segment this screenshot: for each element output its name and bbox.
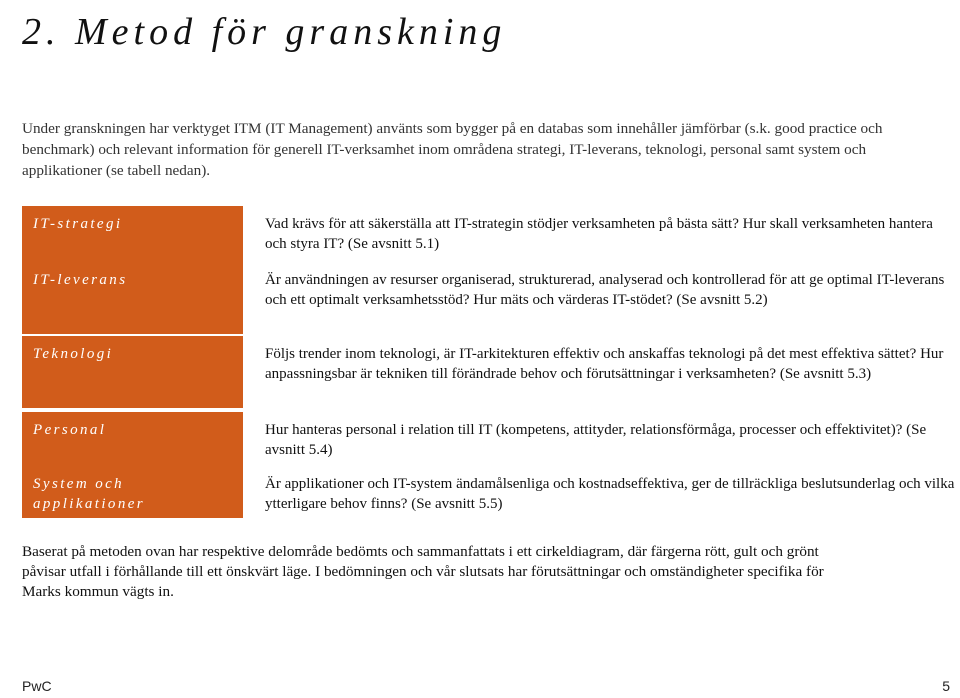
area-box: Personal: [22, 412, 243, 484]
footer-brand: PwC: [22, 678, 52, 694]
page-title: 2. Metod för granskning: [22, 11, 507, 53]
area-row-it-leverans: [22, 262, 960, 334]
area-description: Vad krävs för att säkerställa att IT-strategin stödjer verksamheten på bästa sätt? Hur skall verksamheten hantera och styra IT? (Se avsnitt 5.1): [265, 216, 933, 252]
area-description: Är användningen av resurser organiserad, strukturerad, analyserad och kontrollerad för att ge optimal IT-leverans och ett optimalt verksamhetsstöd? Hur mäts och värderas IT-stödet? (Se avsnitt 5.2): [265, 272, 945, 308]
area-box: System och applikationer: [22, 466, 243, 518]
summary-paragraph: [22, 542, 960, 602]
area-box: Teknologi: [22, 336, 243, 408]
area-box: IT-leverans: [22, 262, 243, 334]
area-description: Följs trender inom teknologi, är IT-arkitekturen effektiv och anskaffas teknologi på det mest effektiva sättet? Hur anpassningsbar är tekniken till förändrade behov och förutsättningar i verksamheten? (Se avsnitt 5.3): [265, 346, 944, 382]
page-number: 5: [942, 678, 950, 694]
area-description: Är applikationer och IT-system ändamålsenliga och kostnadseffektiva, ger de tillräckliga beslutsunderlag och vilka ytterligare behov finns? (Se avsnitt 5.5): [265, 476, 955, 512]
area-row-system-och-applikationer: [22, 466, 960, 518]
area-row-teknologi: [22, 336, 960, 408]
intro-paragraph: Under granskningen har verktyget ITM (IT Management) använts som bygger på en databas som innehåller jämförbar (s.k. good practice och benchmark) och relevant information för generell IT-verksamhet inom områdena strategi, IT-leverans, teknologi, personal samt system och applikationer (se tabell nedan).: [22, 120, 883, 179]
summary-line: Marks kommun vägts in.: [22, 583, 174, 600]
area-box: IT-strategi: [22, 206, 243, 278]
summary-line: påvisar utfall i förhållande till ett önskvärt läge. I bedömningen och vår slutsats har förutsättningar och omständigheter specifika för: [22, 563, 824, 580]
summary-line: Baserat på metoden ovan har respektive delområde bedömts och sammanfattats i ett cirkeldiagram, där färgerna rött, gult och grönt: [22, 543, 819, 560]
area-description: Hur hanteras personal i relation till IT (kompetens, attityder, relationsförmåga, processer och effektivitet)? (Se avsnitt 5.4): [265, 422, 927, 458]
